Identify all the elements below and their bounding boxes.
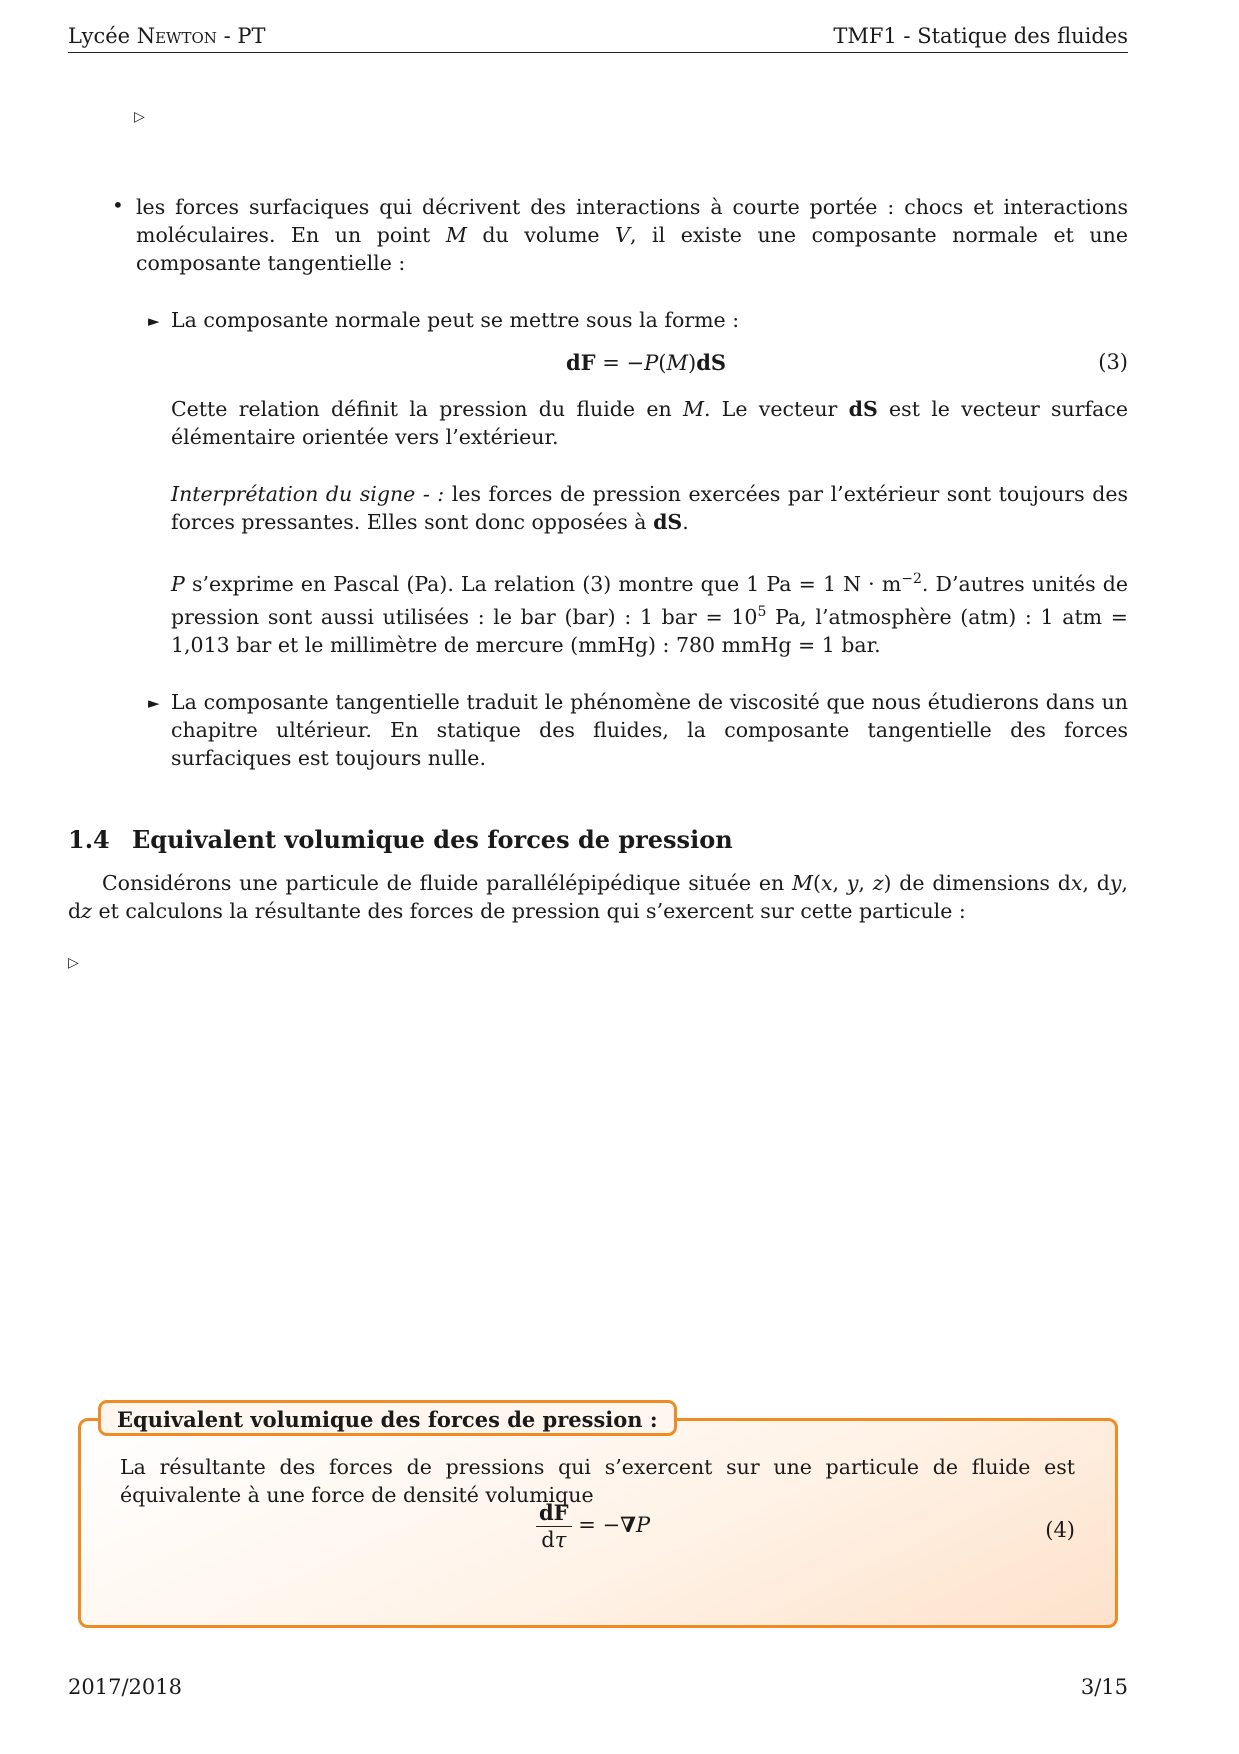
- pressure-units: [171, 565, 1128, 659]
- def-a: Cette relation définit la pression du fluide en: [171, 397, 672, 421]
- p-c4: , d: [68, 871, 1128, 923]
- eq3-dS: dS: [696, 350, 727, 375]
- eq3-M: M: [666, 351, 688, 375]
- intro-end: , il existe une composante normale et une composante tangentielle :: [136, 223, 1128, 275]
- volume-v: V: [615, 223, 630, 247]
- units-c: Pa, l’atmosphère (atm) : 1 atm = 1,013 bar et le millimètre de mercure (mmHg) : 780 mmHg = 1 bar.: [171, 604, 1128, 657]
- eq3-open: (: [658, 351, 667, 375]
- interp-dS: dS: [653, 510, 683, 534]
- nabla-icon: ∇: [620, 1512, 636, 1537]
- surface-forces-intro: [136, 193, 1128, 277]
- p-M: M: [791, 871, 813, 895]
- equation-4: [536, 1500, 650, 1553]
- intro-mid: du volume: [482, 223, 600, 247]
- eq4-fraction: [536, 1500, 572, 1553]
- units-b: . D’autres unités de pression sont aussi utilisées : le bar (bar) : 1 bar = 10: [171, 571, 1128, 629]
- p-c3: , d: [1082, 871, 1110, 895]
- def-dS: dS: [848, 397, 878, 421]
- bullet-marker: •: [112, 193, 124, 217]
- units-a: s’exprime en Pascal (Pa). La relation (3) montre que 1 Pa = 1 N · m: [191, 571, 902, 596]
- p-c: et calculons la résultante des forces de pression qui s’exercent sur cette particule :: [98, 899, 966, 923]
- def-M: M: [682, 397, 704, 421]
- p-dz: z: [81, 899, 92, 923]
- header-left-suffix: - PT: [216, 24, 266, 48]
- units-exp: −2: [901, 571, 922, 587]
- point-m: M: [445, 223, 467, 247]
- p-dy: y: [1109, 871, 1122, 895]
- intro-text: les forces surfaciques qui décrivent des interactions à courte portée : chocs et interactions moléculaires. En un point: [136, 195, 1128, 247]
- p-x: x: [820, 871, 833, 895]
- def-b: . Le vecteur: [703, 397, 838, 421]
- header-left: [68, 24, 266, 48]
- section-heading: [68, 825, 733, 854]
- footer-page-number: 3/15: [1080, 1675, 1128, 1699]
- footer-year: 2017/2018: [68, 1675, 182, 1699]
- equation-3: [566, 350, 726, 375]
- eq4-numerator: dF: [536, 1500, 572, 1527]
- section-title: Equivalent volumique des forces de pression: [132, 825, 733, 854]
- equation-3-number: (3): [1098, 350, 1128, 374]
- triangle-marker: ▷: [134, 109, 145, 125]
- equation-4-number: (4): [1045, 1518, 1075, 1542]
- eq3-close: ): [688, 351, 697, 375]
- header-left-prefix: Lycée: [68, 24, 137, 48]
- eq4-equals: = −: [571, 1513, 621, 1537]
- interp-end: .: [682, 510, 689, 534]
- sign-interpretation: [171, 480, 1128, 536]
- p-open: (: [812, 871, 821, 895]
- eq4-den-tau: τ: [554, 1528, 567, 1552]
- p-a: Considérons une particule de fluide parallélépipédique située en: [102, 871, 785, 895]
- eq3-P: P: [644, 351, 659, 375]
- tangential-component: La composante tangentielle traduit le phénomène de viscosité que nous étudierons dans un chapitre ultérieur. En statique des fluides, la composante tangentielle des forces surfaciques est toujours nulle.: [171, 690, 1128, 770]
- p-dx: x: [1070, 871, 1083, 895]
- eq4-den-d: d: [541, 1528, 555, 1552]
- p-close: ): [883, 871, 892, 895]
- result-box-title: Equivalent volumique des forces de pression :: [98, 1400, 677, 1436]
- triangle-marker: ▷: [68, 955, 79, 971]
- interp-text: les forces de pression exercées par l’extérieur sont toujours des forces pressantes. Elles sont donc opposées à: [171, 482, 1128, 534]
- p-y: y: [846, 871, 859, 895]
- pressure-definition: [171, 395, 1128, 451]
- p-z: z: [872, 871, 884, 895]
- eq4-denominator: [536, 1527, 572, 1553]
- result-box-text: La résultante des forces de pressions qui s’exercent sur une particule de fluide est équivalente à une force de densité volumique: [120, 1455, 1075, 1507]
- p-c1: ,: [832, 871, 847, 895]
- units-P: P: [171, 571, 185, 596]
- section-paragraph: [68, 869, 1128, 925]
- arrow-marker: ►: [148, 312, 160, 330]
- page-header: [68, 22, 1128, 53]
- arrow-marker: ►: [148, 694, 160, 712]
- p-c2: ,: [858, 871, 873, 895]
- section-number: 1.4: [68, 825, 110, 854]
- eq3-equals: = −: [595, 351, 645, 375]
- header-school-name: Newton: [136, 24, 217, 48]
- p-b: de dimensions d: [899, 871, 1071, 895]
- eq3-dF: dF: [566, 350, 596, 375]
- eq4-P: P: [635, 1513, 651, 1537]
- def-c: est le vecteur surface élémentaire orientée vers l’extérieur.: [171, 397, 1128, 449]
- header-right: TMF1 - Statique des fluides: [833, 24, 1128, 48]
- interp-label: Interprétation du signe - :: [171, 482, 445, 506]
- normal-component-intro: La composante normale peut se mettre sous la forme :: [171, 308, 740, 332]
- units-exp2: 5: [757, 603, 767, 620]
